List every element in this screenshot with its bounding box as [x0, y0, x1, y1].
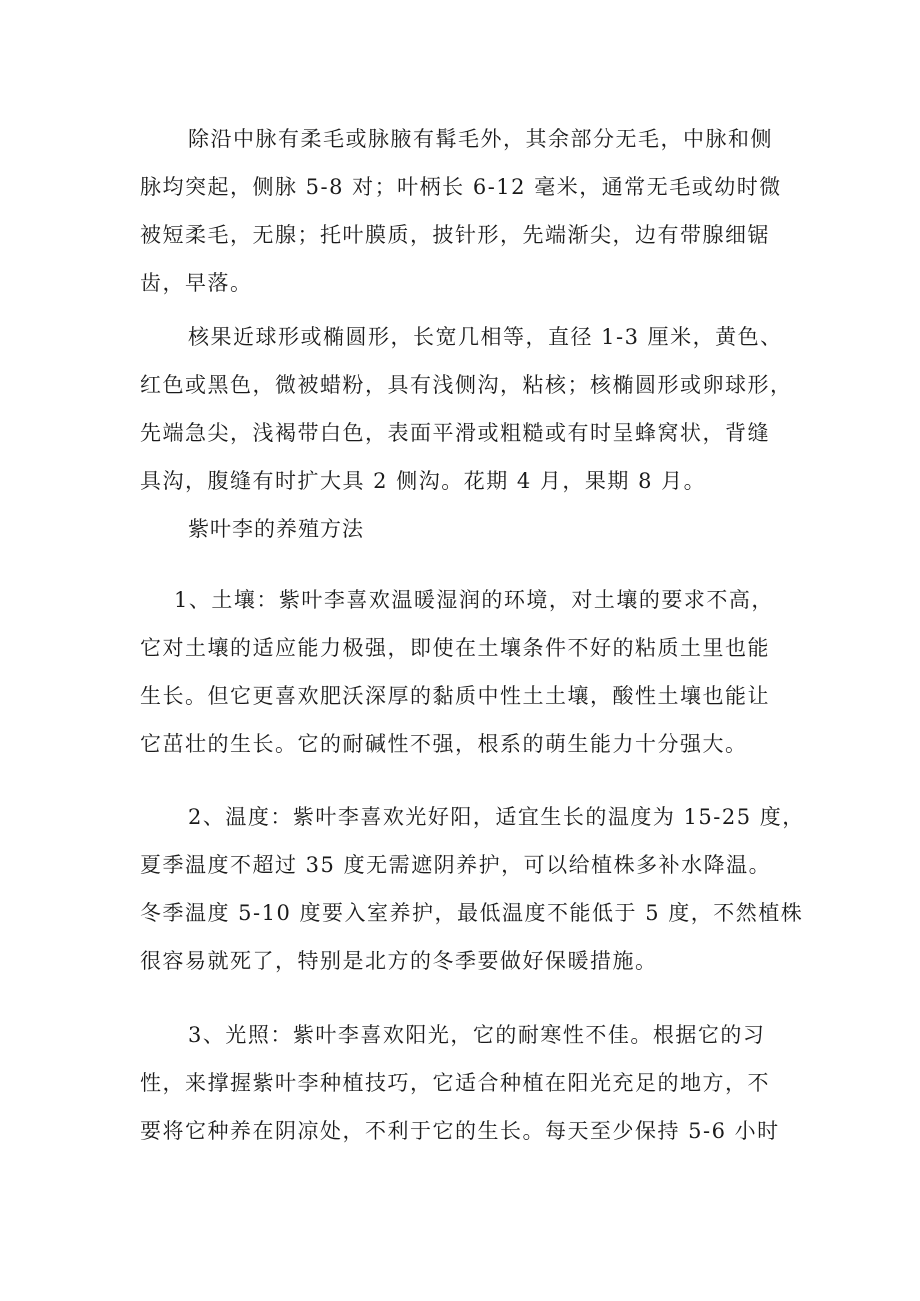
paragraph-line: 很容易就死了，特别是北方的冬季要做好保暖措施。	[140, 949, 658, 973]
paragraph-line: 生长。但它更喜欢肥沃深厚的黏质中性土土壤，酸性土壤也能让	[140, 684, 770, 708]
paragraph-line: 具沟，腹缝有时扩大具 2 侧沟。花期 4 月，果期 8 月。	[140, 469, 707, 493]
paragraph-line: 齿，早落。	[140, 271, 253, 295]
paragraph-line: 它茁壮的生长。它的耐碱性不强，根系的萌生能力十分强大。	[140, 732, 748, 756]
paragraph-line: 性，来撑握紫叶李种植技巧，它适合种植在阳光充足的地方，不	[140, 1071, 770, 1095]
paragraph-line: 脉均突起，侧脉 5-8 对；叶柄长 6-12 毫米，通常无毛或幼时微	[140, 175, 782, 199]
paragraph-line: 核果近球形或椭圆形，长宽几相等，直径 1-3 厘米，黄色、	[188, 325, 783, 349]
paragraph-line: 被短柔毛，无腺；托叶膜质，披针形，先端渐尖，边有带腺细锯	[140, 223, 770, 247]
paragraph-line: 3、光照：紫叶李喜欢阳光，它的耐寒性不佳。根据它的习	[188, 1023, 766, 1047]
paragraph-line: 红色或黑色，微被蜡粉，具有浅侧沟，粘核；核椭圆形或卵球形，	[140, 373, 793, 397]
paragraph-line: 除沿中脉有柔毛或脉腋有髯毛外，其余部分无毛，中脉和侧	[188, 127, 773, 151]
paragraph-line: 先端急尖，浅褐带白色，表面平滑或粗糙或有时呈蜂窝状，背缝	[140, 421, 770, 445]
paragraph-line: 2、温度：紫叶李喜欢光好阳，适宜生长的温度为 15-25 度，	[188, 805, 805, 829]
paragraph-line: 要将它种养在阴凉处，不利于它的生长。每天至少保持 5-6 小时	[140, 1119, 780, 1143]
section-heading: 紫叶李的养殖方法	[188, 517, 364, 541]
paragraph-line: 1、土壤：紫叶李喜欢温暖湿润的环境，对土壤的要求不高，	[174, 588, 774, 612]
paragraph-line: 夏季温度不超过 35 度无需遮阴养护，可以给植株多补水降温。	[140, 853, 772, 877]
paragraph-line: 冬季温度 5-10 度要入室养护，最低温度不能低于 5 度，不然植株	[140, 901, 804, 925]
paragraph-line: 它对土壤的适应能力极强，即使在土壤条件不好的粘质土里也能	[140, 636, 770, 660]
